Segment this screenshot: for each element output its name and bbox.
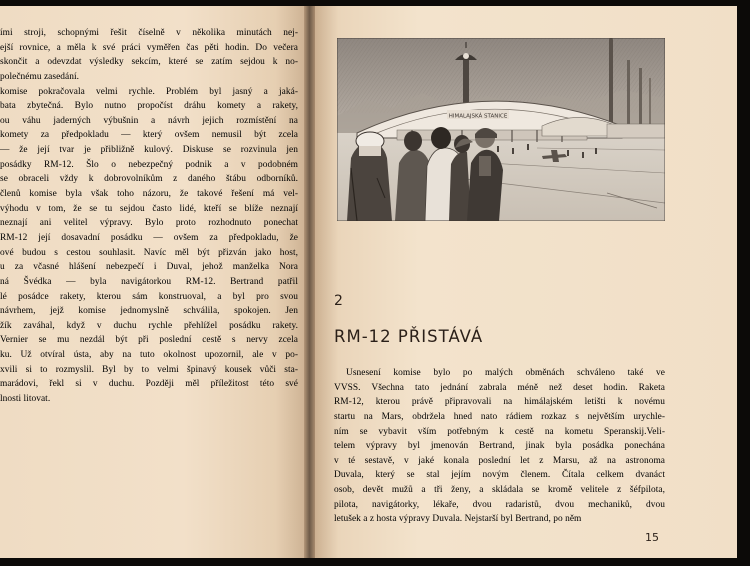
text-line: — že její tvar je přibližně kulový. Diskuse se rozvinula jen [0,145,298,156]
text-line: Usnesení komise bylo po malých obměnách schváleno také ve [346,368,665,378]
text-line: Vernier se mu nezdál být při poslední cestě s nervy zcela [0,335,298,346]
text-line: bata zbytečná. Bylo nutno propočíst dráhu komety a rakety, [0,101,298,112]
text-line: telem výpravy byl jmenován Bertrand, jinak byla posádka ponechána [334,441,665,452]
text-line: ové budou s cestou souhlasit. Navíc měl být přizván jako host, [0,247,298,258]
text-line: letušek a z hosta výpravy Duvala. Nejstarší byl Bertrand, po něm [334,514,582,525]
text-line: lé posádce rakety, kterou sám konstruoval, a byl pro svou [0,291,298,302]
text-line: neznají ani velitel výpravy. Bylo proto rozhodnuto ponechat [0,218,298,229]
text-line: ku. Už otvíral ústa, aby na tuto okolnost upozornil, ale v po- [0,350,298,361]
book-gutter [304,6,315,558]
spaceport-illustration [337,38,665,221]
text-line: ou váhu jaderných výbušnin a návrh jejich rozmístění na [0,115,298,126]
text-line: lnosti litovat. [0,394,51,405]
text-line: startu na Mars, obdržela hned nato rádiem rozkaz s největším urychle- [334,411,665,422]
text-line: ejší rovnice, a měla k své práci vyměřen čas pěti hodin. Do večera [0,42,298,53]
dome-sign-text: HIMALAJSKÁ STANICE [448,113,508,120]
book-edge-shadow [737,0,750,566]
text-line: VVSS. Všechna tato jednání zabrala méně než deset hodin. Raketa [334,382,665,393]
text-line: ími stroji, schopnými řešit číselně v několika minutách nej- [0,28,298,38]
text-line: RM-12, kterou právě připravovali na himálajském letišti k novému [334,397,665,408]
chapter-title: RM-12 PŘISTÁVÁ [334,327,484,346]
text-line: výhodu v tom, že se tu sejdou často lidé, kteří se blíže neznají [0,203,298,214]
text-line: členů komise byla však toho názoru, že takové řešení má vel- [0,189,298,200]
text-line: RM-12 její dosavadní posádku — ovšem za předpokladu, že [0,232,298,243]
right-page-text [334,366,665,527]
text-line: žík zaváhal, když v duchu rychle přehlížel posádku rakety. [0,320,298,331]
text-line: ná Švédka — byla navigátorkou RM-12. Bertrand patřil [0,276,298,287]
text-line: ním se vybavit vším potřebným k cestě na kometu Speranskij.Veli- [334,426,665,437]
text-line: posádky RM-12. Šlo o nebezpečný podnik a v podobném [0,159,298,170]
text-line: Duvala, který se stal jejím novým členem. Čítala celkem dvanáct [334,470,665,481]
page-number: 15 [645,531,659,544]
text-line: se obraceli vždy k dobrovolníkům z daného štábu odborníků. [0,174,298,185]
text-line: polečnému zasedání. [0,71,80,82]
text-line: marádovi, řekl si v duchu. Později měl příležitost této své [0,379,298,390]
left-page-text [0,26,298,407]
text-line: komise pokračovala velmi rychle. Problém byl jasný a jaká- [0,86,298,97]
text-line: osob, devět mužů a tři ženy, a skládala se kromě velitele z šéfpilota, [334,485,665,496]
text-line: u za včasné hlášení nebezpečí i Duval, jehož manželka Nora [0,262,298,273]
text-line: návrhem, jejž komise jednomyslně schválila, spokojen. Jen [0,306,298,317]
text-line: xvili si to rozmyslil. Byl by to velmi špinavý kousek vůči sta- [0,364,298,375]
text-line: skončit a odevzdat výsledky sekcím, které se zatím sejdou k no- [0,57,298,68]
text-line: v té sestavě, v jaké konala poslední let z Marsu, až na astronoma [334,455,665,466]
chapter-number: 2 [334,293,343,309]
text-line: pilota, navigátorky, lékaře, dvou radaristů, dvou mechaniků, dvou [334,499,665,510]
text-line: komety za předpokladu — který ovšem nemusil být zcela [0,130,298,141]
